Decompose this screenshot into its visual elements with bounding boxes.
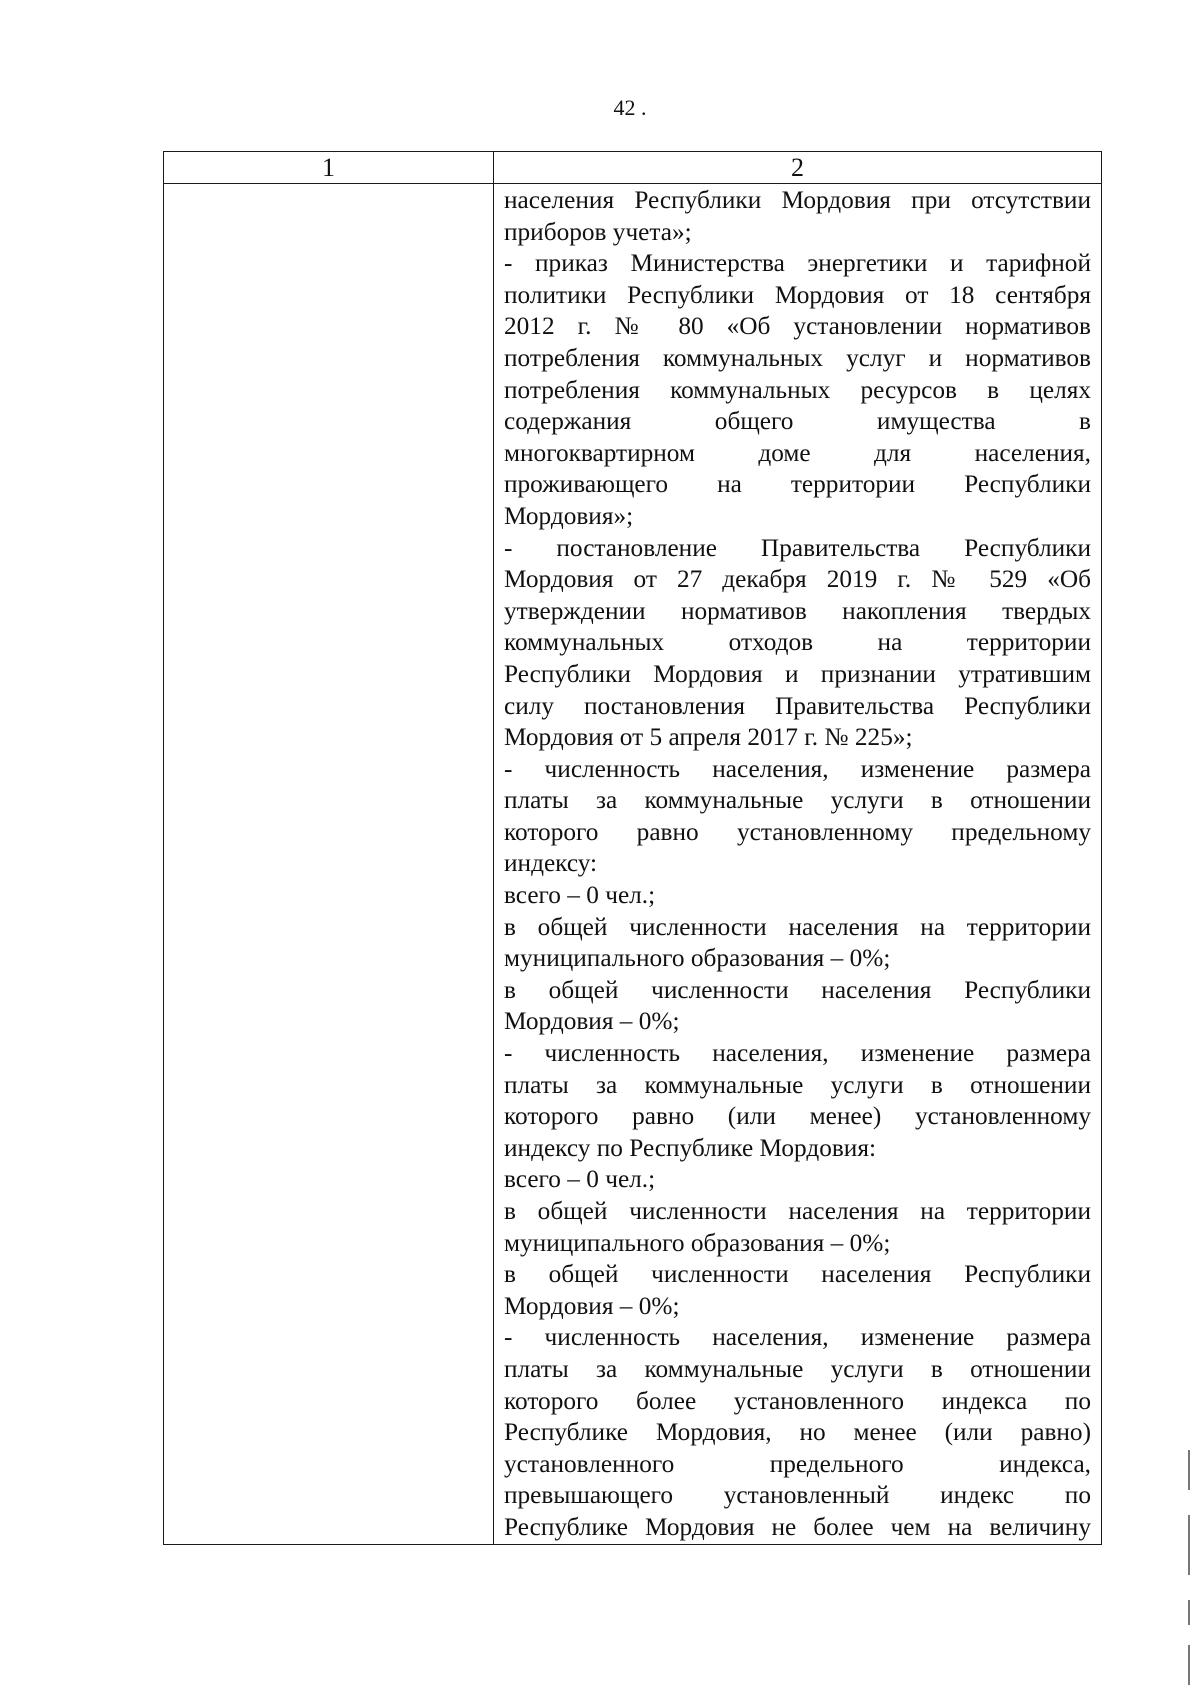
text-line: платы за коммунальные услуги в отношении — [504, 1070, 1091, 1099]
text-line: индексу: — [504, 849, 598, 878]
text-line: в общей численности населения Республики — [504, 1260, 1091, 1289]
cell-text-block — [504, 184, 1091, 1544]
text-line: утверждении нормативов накопления твердых — [504, 596, 1091, 625]
text-line: Мордовия – 0%; — [504, 1007, 680, 1036]
text-line: Мордовия – 0%; — [504, 1291, 680, 1320]
text-line: потребления коммунальных услуг и нормативов — [504, 343, 1091, 372]
text-line: в общей численности населения Республики — [504, 975, 1091, 1004]
text-line: всего – 0 чел.; — [504, 881, 656, 910]
text-line: платы за коммунальные услуги в отношении — [504, 786, 1091, 815]
text-line: - численность населения, изменение размера — [504, 754, 1091, 783]
text-line: населения Республики Мордовия при отсутствии — [504, 186, 1091, 214]
text-line: Мордовия от 27 декабря 2019 г. № 529 «Об — [504, 565, 1091, 594]
text-line: платы за коммунальные услуги в отношении — [504, 1354, 1091, 1383]
text-line: приборов учета»; — [504, 217, 692, 246]
scan-edge-mark — [1188, 1515, 1190, 1575]
document-table — [163, 151, 1102, 1545]
text-line: Мордовия от 5 апреля 2017 г. № 225»; — [504, 723, 913, 752]
text-line: потребления коммунальных ресурсов в целях — [504, 375, 1091, 404]
text-line: в общей численности населения на территории — [504, 912, 1091, 941]
text-line: 2012 г. № 80 «Об установлении нормативов — [504, 312, 1091, 341]
text-line: индексу по Республике Мордовия: — [504, 1133, 876, 1162]
text-line: муниципального образования – 0%; — [504, 1228, 891, 1257]
text-line: Республике Мордовия, но менее (или равно) — [504, 1418, 1091, 1447]
column-header-2: 2 — [494, 152, 1102, 184]
text-line: Республики Мордовия и признании утратившим — [504, 659, 1091, 688]
text-line: содержания общего имущества в — [504, 407, 1091, 436]
scan-edge-marks — [1188, 1450, 1191, 1690]
text-line: в общей численности населения на территории — [504, 1197, 1091, 1225]
text-line: проживающего на территории Республики — [504, 470, 1091, 499]
text-line: силу постановления Правительства Республики — [504, 691, 1091, 720]
text-line: муниципального образования – 0%; — [504, 944, 891, 973]
text-line: всего – 0 чел.; — [504, 1165, 656, 1194]
scan-edge-mark — [1188, 1645, 1190, 1685]
scan-edge-mark — [1188, 1450, 1190, 1490]
text-line: которого равно установленному предельному — [504, 817, 1091, 846]
table-body-row — [164, 184, 1102, 1545]
table-cell-col1 — [164, 184, 494, 1545]
text-line: - численность населения, изменение размера — [504, 1323, 1091, 1352]
text-line: установленного предельного индекса, — [504, 1449, 1091, 1478]
text-line: которого равно (или менее) установленному — [504, 1102, 1091, 1131]
text-line: политики Республики Мордовия от 18 сентября — [504, 280, 1091, 309]
scan-edge-mark — [1188, 1600, 1190, 1625]
column-header-1: 1 — [164, 152, 494, 184]
text-line: - численность населения, изменение размера — [504, 1039, 1091, 1068]
text-line: - приказ Министерства энергетики и тарифной — [504, 249, 1091, 278]
text-line: Республике Мордовия не более чем на величину — [504, 1512, 1091, 1541]
table-cell-col2 — [494, 184, 1102, 1545]
text-line: коммунальных отходов на территории — [504, 628, 1091, 657]
text-line: превышающего установленный индекс по — [504, 1481, 1091, 1510]
text-line: многоквартирном доме для населения, — [504, 438, 1091, 467]
text-line: которого более установленного индекса по — [504, 1386, 1091, 1415]
table-header-row — [164, 152, 1102, 184]
page-number: 42 . — [613, 95, 647, 120]
text-line: Мордовия»; — [504, 501, 634, 530]
text-line: - постановление Правительства Республики — [504, 533, 1091, 562]
